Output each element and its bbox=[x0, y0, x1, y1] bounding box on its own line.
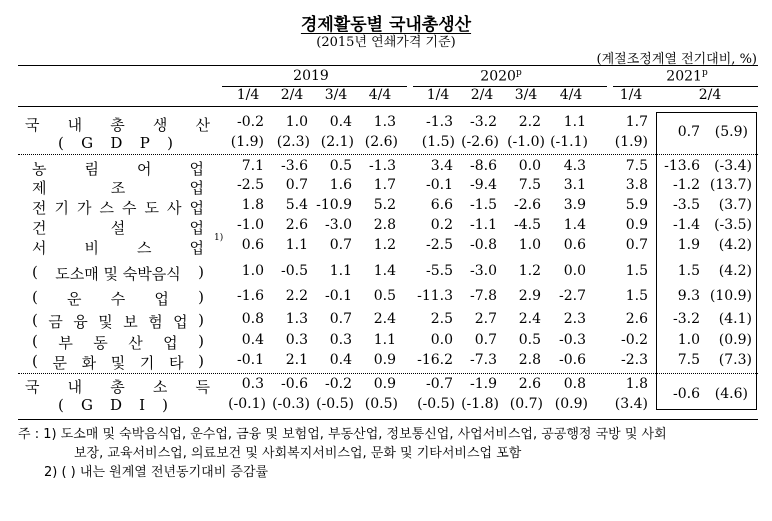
footnote-marker: 1) bbox=[214, 233, 224, 243]
cell-yoy: (0.7) bbox=[509, 396, 543, 412]
cell-value: 0.7 bbox=[285, 177, 308, 193]
cell-value: 0.4 bbox=[329, 352, 352, 368]
table-row bbox=[0, 233, 772, 257]
cell-value: 0.4 bbox=[241, 332, 264, 348]
highlight-box-top bbox=[656, 112, 757, 113]
cell-yoy-highlight: (10.9) bbox=[709, 288, 752, 304]
cell-value: 2.6 bbox=[518, 376, 541, 392]
cell-value: 3.8 bbox=[625, 177, 648, 193]
cell-yoy: (-0.5) bbox=[417, 396, 455, 412]
cell-yoy: (-1.0) bbox=[507, 134, 545, 150]
cell-value-highlight: -3.5 bbox=[673, 197, 700, 213]
cell-value: 6.6 bbox=[430, 197, 453, 213]
cell-value: 1.0 bbox=[285, 114, 308, 130]
cell-value: -0.6 bbox=[281, 376, 308, 392]
year-2020: 2020$^p$ bbox=[480, 68, 522, 85]
cell-value-highlight: -0.6 bbox=[673, 386, 700, 402]
page-title: 경제활동별 국내총생산 bbox=[300, 15, 472, 35]
row-label: 전 기 가 스 수 도 사 업 bbox=[32, 199, 204, 217]
cell-value: 5.4 bbox=[285, 197, 308, 213]
cell-value: 5.2 bbox=[373, 197, 396, 213]
cell-yoy: (1.9) bbox=[614, 134, 648, 150]
cell-value: 0.7 bbox=[329, 311, 352, 327]
cell-value: 2.1 bbox=[285, 352, 308, 368]
cell-yoy-highlight: (4.6) bbox=[714, 386, 748, 402]
cell-value-highlight: -1.2 bbox=[673, 177, 700, 193]
quarter-header: 4/4 bbox=[559, 87, 583, 103]
cell-value: -2.6 bbox=[514, 197, 541, 213]
cell-value: 1.7 bbox=[373, 177, 396, 193]
table-row bbox=[0, 217, 772, 236]
row-label: ( 문 화 및 기 타 ) bbox=[32, 352, 204, 372]
cell-yoy-highlight: (5.9) bbox=[714, 124, 748, 140]
cell-value: -2.7 bbox=[559, 288, 586, 304]
cell-value: 1.8 bbox=[625, 376, 648, 392]
cell-value: 0.8 bbox=[563, 376, 586, 392]
cell-value: -2.5 bbox=[426, 237, 453, 253]
cell-value: 0.6 bbox=[241, 237, 264, 253]
cell-value: 1.7 bbox=[625, 114, 648, 130]
footnote-1-continued: 보장, 교육서비스업, 의료보건 및 사회복지서비스업, 문화 및 기타서비스업 포함 bbox=[74, 446, 522, 461]
cell-value: 1.3 bbox=[373, 114, 396, 130]
cell-yoy-highlight: (-3.4) bbox=[714, 158, 752, 174]
cell-value: 1.4 bbox=[563, 217, 586, 233]
cell-value: -0.1 bbox=[237, 352, 264, 368]
footnote-2: 2) ( ) 내는 원계열 전년동기대비 증감률 bbox=[44, 465, 269, 480]
cell-value: -5.5 bbox=[426, 263, 453, 279]
section-divider bbox=[18, 154, 758, 155]
cell-value: -0.5 bbox=[281, 263, 308, 279]
cell-yoy-highlight: (4.2) bbox=[718, 237, 752, 253]
cell-value: 7.1 bbox=[241, 158, 264, 174]
cell-value: -0.3 bbox=[559, 332, 586, 348]
header-bottom-rule bbox=[18, 106, 758, 107]
cell-value: -11.3 bbox=[417, 288, 453, 304]
table-top-rule bbox=[18, 65, 758, 66]
cell-value: 1.4 bbox=[373, 263, 396, 279]
cell-value: 3.9 bbox=[563, 197, 586, 213]
row-label: ( 운 수 업 ) bbox=[32, 288, 204, 308]
cell-value: 1.2 bbox=[518, 263, 541, 279]
row-label: 서 비 스 업 bbox=[32, 239, 204, 257]
cell-value: 0.2 bbox=[430, 217, 453, 233]
table-row bbox=[0, 197, 772, 216]
quarter-header: 1/4 bbox=[619, 87, 643, 103]
cell-yoy-highlight: (4.1) bbox=[718, 311, 752, 327]
cell-value: -1.0 bbox=[237, 217, 264, 233]
row-label: ( 도소매 및 숙박음식 ) bbox=[32, 263, 204, 283]
cell-yoy-highlight: (7.3) bbox=[718, 352, 752, 368]
cell-value: -0.7 bbox=[426, 376, 453, 392]
table-row-gdp-2021q2 bbox=[0, 124, 772, 143]
cell-value: -7.8 bbox=[470, 288, 497, 304]
quarter-header: 3/4 bbox=[324, 87, 348, 103]
cell-yoy-highlight: (4.2) bbox=[718, 263, 752, 279]
cell-value-highlight: 9.3 bbox=[677, 288, 700, 304]
cell-value: 2.5 bbox=[430, 311, 453, 327]
cell-value-highlight: -1.4 bbox=[673, 217, 700, 233]
cell-value: -0.2 bbox=[237, 114, 264, 130]
cell-value: 0.3 bbox=[241, 376, 264, 392]
cell-yoy-highlight: (-3.5) bbox=[714, 217, 752, 233]
cell-yoy: (-0.5) bbox=[316, 396, 354, 412]
table-bottom-rule bbox=[18, 419, 758, 420]
cell-yoy-highlight: (3.7) bbox=[718, 197, 752, 213]
row-label: 제 조 업 bbox=[32, 179, 204, 197]
cell-value: 0.0 bbox=[518, 158, 541, 174]
cell-yoy: (2.1) bbox=[320, 134, 354, 150]
row-label: ( 금 융 및 보 험 업 ) bbox=[32, 311, 204, 331]
row-label: ( 부 동 산 업 ) bbox=[32, 332, 204, 352]
table-row bbox=[0, 332, 772, 351]
row-label-gdi: 국 내 총 소 득 bbox=[25, 378, 210, 396]
cell-value: 0.9 bbox=[373, 376, 396, 392]
cell-value: -0.1 bbox=[426, 177, 453, 193]
cell-value: 1.6 bbox=[329, 177, 352, 193]
unit-label: (계절조정계열 전기대비, %) bbox=[596, 52, 757, 67]
cell-yoy: (0.5) bbox=[364, 396, 398, 412]
cell-yoy: (1.5) bbox=[421, 134, 455, 150]
cell-yoy: (-1.8) bbox=[461, 396, 499, 412]
cell-value: 2.8 bbox=[373, 217, 396, 233]
cell-yoy: (3.4) bbox=[614, 396, 648, 412]
cell-value: -16.2 bbox=[417, 352, 453, 368]
cell-value: 0.3 bbox=[329, 332, 352, 348]
cell-value: -10.9 bbox=[316, 197, 352, 213]
row-label-gdi-paren: ( G D I ) bbox=[58, 396, 168, 414]
cell-value: 0.7 bbox=[474, 332, 497, 348]
cell-value: 0.7 bbox=[329, 237, 352, 253]
cell-value: 1.2 bbox=[373, 237, 396, 253]
quarter-header: 1/4 bbox=[236, 87, 260, 103]
cell-value: 2.8 bbox=[518, 352, 541, 368]
cell-value: 1.1 bbox=[285, 237, 308, 253]
quarter-header: 4/4 bbox=[368, 87, 392, 103]
cell-value: 4.3 bbox=[563, 158, 586, 174]
cell-value: 2.3 bbox=[563, 311, 586, 327]
cell-value-highlight: 0.7 bbox=[677, 124, 700, 140]
cell-value: -2.3 bbox=[621, 352, 648, 368]
cell-yoy: (0.9) bbox=[554, 396, 588, 412]
cell-value: 2.4 bbox=[373, 311, 396, 327]
cell-value: -3.0 bbox=[470, 263, 497, 279]
cell-value: 0.3 bbox=[285, 332, 308, 348]
table-row bbox=[0, 177, 772, 196]
cell-value: 5.9 bbox=[625, 197, 648, 213]
cell-value: -1.9 bbox=[470, 376, 497, 392]
cell-yoy: (2.6) bbox=[364, 134, 398, 150]
cell-value: 2.7 bbox=[474, 311, 497, 327]
cell-value: 1.8 bbox=[241, 197, 264, 213]
cell-value: 2.2 bbox=[518, 114, 541, 130]
quarter-header: 3/4 bbox=[514, 87, 538, 103]
cell-value: 1.5 bbox=[625, 263, 648, 279]
cell-value: -0.1 bbox=[325, 288, 352, 304]
cell-yoy: (-0.3) bbox=[272, 396, 310, 412]
cell-value-highlight: -3.2 bbox=[673, 311, 700, 327]
cell-value: -9.4 bbox=[470, 177, 497, 193]
cell-yoy-highlight: (13.7) bbox=[709, 177, 752, 193]
cell-value: 2.6 bbox=[625, 311, 648, 327]
cell-yoy: (-1.1) bbox=[550, 134, 588, 150]
cell-value: -3.0 bbox=[325, 217, 352, 233]
cell-value: 0.0 bbox=[430, 332, 453, 348]
cell-yoy: (1.9) bbox=[230, 134, 264, 150]
cell-value: 1.3 bbox=[285, 311, 308, 327]
year-2019: 2019 bbox=[293, 68, 329, 84]
cell-value: 0.7 bbox=[625, 237, 648, 253]
cell-value: -1.3 bbox=[426, 114, 453, 130]
cell-value-highlight: -13.6 bbox=[664, 158, 700, 174]
cell-value: 0.9 bbox=[625, 217, 648, 233]
quarter-header: 2/4 bbox=[470, 87, 494, 103]
quarter-header: 2/4 bbox=[280, 87, 304, 103]
row-label: 건 설 업 bbox=[32, 219, 204, 237]
cell-value: 1.1 bbox=[563, 114, 586, 130]
cell-value: -1.5 bbox=[470, 197, 497, 213]
row-label: 농 림 어 업 bbox=[32, 160, 204, 178]
cell-value: -3.6 bbox=[281, 158, 308, 174]
cell-value-highlight: 1.5 bbox=[677, 263, 700, 279]
cell-value-highlight: 1.9 bbox=[677, 237, 700, 253]
cell-value: 2.4 bbox=[518, 311, 541, 327]
cell-value: 1.1 bbox=[329, 263, 352, 279]
cell-value: 0.8 bbox=[241, 311, 264, 327]
cell-value: 2.2 bbox=[285, 288, 308, 304]
cell-value-highlight: 1.0 bbox=[677, 332, 700, 348]
cell-value: 1.0 bbox=[518, 237, 541, 253]
cell-value: -1.1 bbox=[470, 217, 497, 233]
table-row-gdi-2021q2 bbox=[0, 386, 772, 405]
cell-yoy: (-0.1) bbox=[228, 396, 266, 412]
table-row bbox=[0, 263, 772, 282]
cell-value: -3.2 bbox=[470, 114, 497, 130]
quarter-header: 1/4 bbox=[426, 87, 450, 103]
table-row bbox=[0, 288, 772, 307]
cell-value: -0.2 bbox=[325, 376, 352, 392]
cell-value: 7.5 bbox=[625, 158, 648, 174]
table-row bbox=[0, 352, 772, 371]
cell-yoy: (-2.6) bbox=[461, 134, 499, 150]
cell-value: 0.0 bbox=[563, 263, 586, 279]
cell-value: 0.6 bbox=[563, 237, 586, 253]
cell-value: -0.6 bbox=[559, 352, 586, 368]
cell-value: 7.5 bbox=[518, 177, 541, 193]
cell-value: -7.3 bbox=[470, 352, 497, 368]
cell-value: -2.5 bbox=[237, 177, 264, 193]
year-2021: 2021$^p$ bbox=[666, 68, 708, 85]
cell-value: 0.4 bbox=[329, 114, 352, 130]
cell-value: 1.5 bbox=[625, 288, 648, 304]
cell-value: -8.6 bbox=[470, 158, 497, 174]
section-divider bbox=[18, 373, 758, 374]
row-label-gdp: 국 내 총 생 산 bbox=[25, 116, 210, 134]
cell-value: 0.9 bbox=[373, 352, 396, 368]
cell-value: 0.5 bbox=[518, 332, 541, 348]
cell-yoy: (2.3) bbox=[276, 134, 310, 150]
cell-value: 2.6 bbox=[285, 217, 308, 233]
cell-value-highlight: 7.5 bbox=[677, 352, 700, 368]
cell-value: 3.4 bbox=[430, 158, 453, 174]
page-subtitle: (2015년 연쇄가격 기준) bbox=[316, 35, 456, 50]
quarter-header: 2/4 bbox=[698, 87, 722, 103]
footnote-1: 주 : 1) 도소매 및 숙박음식업, 운수업, 금융 및 보험업, 부동산업, 정보통신업, 사업서비스업, 공공행정 국방 및 사회 bbox=[18, 427, 667, 442]
cell-value: 1.0 bbox=[241, 263, 264, 279]
cell-value: 0.5 bbox=[373, 288, 396, 304]
row-label-gdp-paren: ( G D P ) bbox=[58, 134, 173, 152]
table-row bbox=[0, 158, 772, 177]
cell-yoy-highlight: (0.9) bbox=[718, 332, 752, 348]
cell-value: 1.1 bbox=[373, 332, 396, 348]
cell-value: 3.1 bbox=[563, 177, 586, 193]
cell-value: 0.5 bbox=[329, 158, 352, 174]
table-row bbox=[0, 311, 772, 330]
cell-value: -4.5 bbox=[514, 217, 541, 233]
cell-value: -1.3 bbox=[369, 158, 396, 174]
cell-value: 2.9 bbox=[518, 288, 541, 304]
cell-value: -0.8 bbox=[470, 237, 497, 253]
cell-value: -1.6 bbox=[237, 288, 264, 304]
cell-value: -0.2 bbox=[621, 332, 648, 348]
